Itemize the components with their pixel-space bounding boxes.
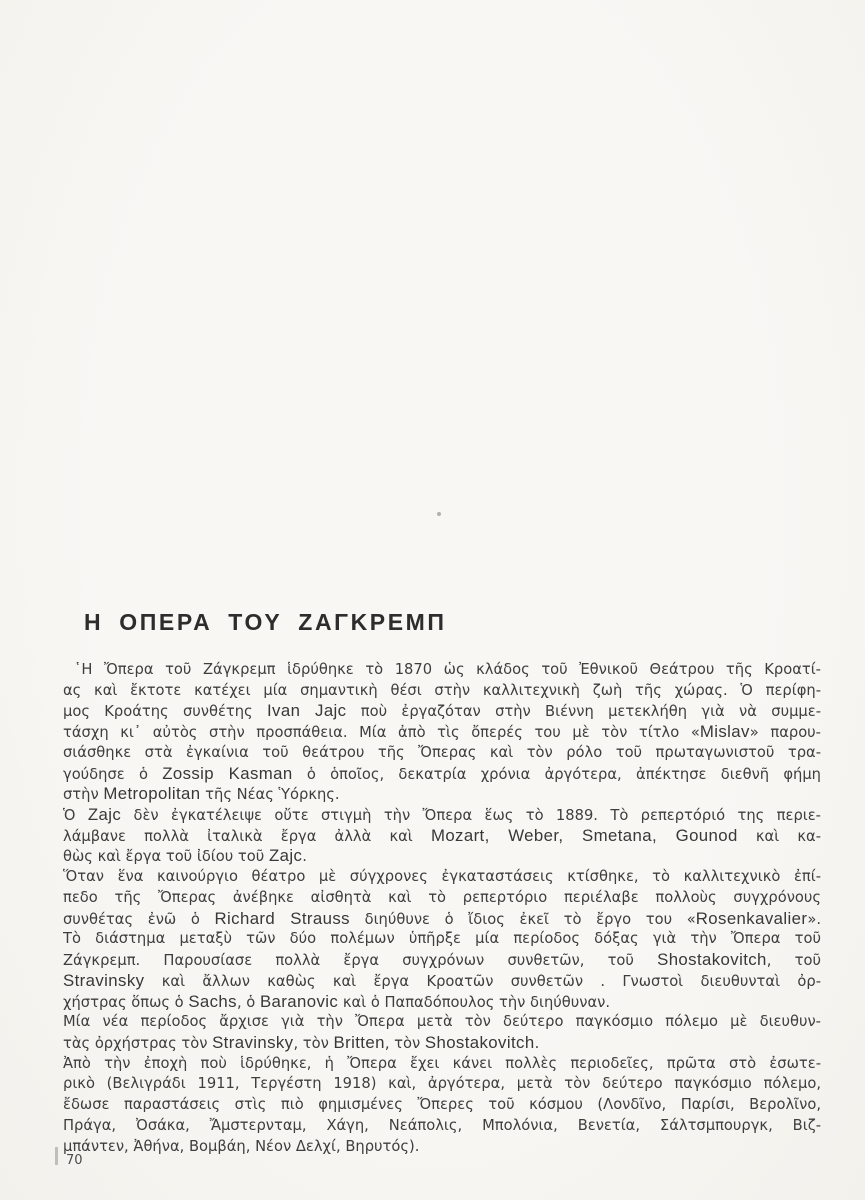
greek-text: ». [807, 910, 821, 928]
text-line [63, 1074, 821, 1095]
text-line [63, 909, 821, 930]
latin-name-text: Ivan Jajc [267, 701, 347, 721]
text-line [63, 846, 821, 867]
greek-text: τάσχη κι᾽ αὐτὸς στὴν προσπάθεια. Μία ἀπὸ τὶς ὄπερές του μὲ τὸν τίτλο « [63, 724, 700, 742]
greek-text: , ὁ [236, 993, 260, 1011]
greek-text: χήστρας ὅπως ὁ [63, 993, 189, 1011]
text-line [63, 743, 821, 764]
scan-speck [437, 512, 441, 516]
article-title: Η ΟΠΕΡΑ ΤΟΥ ΖΑΓΚΡΕΜΠ [84, 609, 447, 635]
greek-text: ας καὶ ἔκτοτε κατέχει μία σημαντικὴ θέσι στὴν καλλιτεχνικὴ ζωὴ τῆς χώρας. Ὁ περίφη- [63, 681, 821, 699]
greek-text: θὼς καὶ ἔργα τοῦ ἰδίου τοῦ [63, 848, 269, 866]
text-line [63, 660, 821, 681]
latin-name-text: Baranovic [259, 991, 339, 1011]
paragraph [63, 867, 821, 1012]
greek-text: πεδο τῆς Ὄπερας ἀνέβηκε αἰσθητὰ καὶ τὸ ρεπερτόριο περιέλαβε πολλοὺς συγχρόνους [63, 888, 821, 906]
text-line [63, 1054, 821, 1075]
text-line [63, 826, 821, 847]
text-line [63, 701, 821, 722]
greek-text: λάμβανε πολλὰ ἰταλικὰ ἔργα ἀλλὰ καὶ [63, 827, 431, 845]
text-line [63, 888, 821, 909]
latin-name-text: Shostakovitch [657, 950, 767, 970]
latin-name-text: Shostakovitch [424, 1032, 535, 1052]
greek-text: σιάσθηκε στὰ ἐγκαίνια τοῦ θεάτρου τῆς Ὄπερας καὶ τὸν ρόλο τοῦ πρωταγωνιστοῦ τρα- [63, 743, 821, 761]
text-line [63, 867, 821, 888]
greek-text: Ὁ [63, 807, 88, 825]
article-body [63, 660, 821, 1157]
greek-text: Πράγα, Ὀσάκα, Ἄμστερνταμ, Χάγη, Νεάπολις, Μπολόνια, Βενετία, Σάλτσμπουργκ, Βιζ- [63, 1116, 821, 1134]
greek-text: μος Κροάτης συνθέτης [63, 703, 267, 721]
greek-text: . [302, 848, 307, 866]
greek-text: διηύθυνε ὁ ἴδιος ἐκεῖ τὸ ἔργο του « [349, 910, 696, 928]
text-line [63, 971, 821, 992]
latin-name-text: Mozart, Weber, Smetana, Gounod [430, 825, 738, 845]
greek-text: ἔδωσε παραστάσεις στὶς πιὸ φημισμένες Ὄπερες τοῦ κόσμου (Λονδῖνο, Παρίσι, Βερολῖνο, [63, 1096, 821, 1114]
page-number: 70 [66, 1153, 83, 1168]
latin-name-text: Britten [333, 1032, 385, 1052]
latin-name-text: Stravinsky [63, 970, 145, 990]
text-line [63, 1095, 821, 1116]
greek-text: συνθέτας ἐνῶ ὁ [63, 910, 215, 928]
greek-text: ὁ ὁποῖος, δεκατρία χρόνια ἀργότερα, ἀπέκτησε διεθνῆ φήμη [292, 765, 821, 783]
text-line [63, 929, 821, 950]
greek-text: Ἀπὸ τὴν ἐποχὴ ποὺ ἱδρύθηκε, ἡ Ὄπερα ἔχει κάνει πολλὲς περιοδεῖες, πρῶτα στὸ ἐσωτε- [63, 1054, 821, 1072]
paragraph [63, 660, 821, 805]
text-line [63, 950, 821, 971]
greek-text: . [534, 1034, 540, 1052]
latin-name-text: Mislav [699, 722, 750, 742]
latin-name-text: Metropolitan [103, 784, 201, 804]
latin-name-text: Zajc [268, 846, 303, 866]
latin-name-text: Stravinsky [212, 1032, 294, 1052]
text-line [63, 784, 821, 805]
greek-text: μπάντεν, Ἀθήνα, Βομβάη, Νέον Δελχί, Βηρυτός). [63, 1137, 420, 1155]
greek-text: » παρου- [749, 724, 821, 742]
text-line [63, 681, 821, 702]
greek-text: ρικὸ (Βελιγράδι 1911, Τεργέστη 1918) καὶ, ἀργότερα, μετὰ τὸν δεύτερο παγκόσμιο πόλεμο, [63, 1075, 821, 1093]
greek-text: καὶ ὁ Παπαδόπουλος τὴν διηύθυναν. [338, 993, 611, 1011]
greek-text: καὶ ἄλλων καθὼς καὶ ἔργα Κροατῶν συνθετῶν . Γνωστοὶ διευθυνταὶ ὀρ- [144, 972, 821, 990]
greek-text: Ὅταν ἕνα καινούργιο θέατρο μὲ σύγχρονες ἐγκαταστάσεις κτίσθηκε, τὸ καλλιτεχνικὸ ἐπί- [63, 868, 821, 886]
greek-text: στὴν [63, 786, 104, 804]
text-line [63, 722, 821, 743]
greek-text: γούδησε ὁ [63, 765, 163, 783]
greek-text: τῆς Νέας Ὑόρκης. [200, 786, 340, 804]
greek-text: τὰς ὀρχήστρας τὸν [63, 1034, 213, 1052]
greek-text: δὲν ἐγκατέλειψε οὔτε στιγμὴ τὴν Ὄπερα ἕως τὸ 1889. Τὸ ρεπερτόριό της περιε- [121, 807, 821, 825]
greek-text: Ζάγκρεμπ. Παρουσίασε πολλὰ ἔργα συγχρόνων συνθετῶν, τοῦ [63, 952, 658, 970]
greek-text: ποὺ ἐργαζόταν στὴν Βιέννη μετεκλήθη γιὰ νὰ συμμε- [346, 703, 821, 721]
paragraph [63, 1012, 821, 1053]
latin-name-text: Richard Strauss [214, 908, 350, 928]
paragraph [63, 1054, 821, 1158]
paragraph [63, 805, 821, 867]
text-line [63, 764, 821, 785]
greek-text: ῾Η Ὄπερα τοῦ Ζάγκρεμπ ἱδρύθηκε τὸ 1870 ὡς κλάδος τοῦ Ἐθνικοῦ Θεάτρου τῆς Κροατί- [74, 661, 821, 678]
scan-edge-artifact [55, 1147, 58, 1165]
greek-text: , τὸν [293, 1034, 334, 1052]
latin-name-text: Zajc [87, 805, 122, 825]
greek-text: καὶ κα- [737, 827, 821, 845]
greek-text: Μία νέα περίοδος ἄρχισε γιὰ τὴν Ὄπερα μετὰ τὸν δεύτερο παγκόσμιο πόλεμο μὲ διευθυν- [63, 1013, 821, 1031]
latin-name-text: Rosenkavalier [695, 908, 808, 928]
greek-text: , τὸν [384, 1034, 425, 1052]
greek-text: , τοῦ [766, 952, 821, 970]
text-line [63, 1033, 821, 1054]
latin-name-text: Sachs [188, 991, 237, 1011]
text-line [63, 1116, 821, 1137]
text-line [63, 992, 821, 1013]
greek-text: Τὸ διάστημα μεταξὺ τῶν δύο πολέμων ὑπῆρξε μία περίοδος δόξας γιὰ τὴν Ὄπερα τοῦ [63, 930, 821, 948]
text-line [63, 1137, 821, 1158]
latin-name-text: Zossip Kasman [162, 763, 293, 783]
text-line [63, 805, 821, 826]
text-line [63, 1012, 821, 1033]
